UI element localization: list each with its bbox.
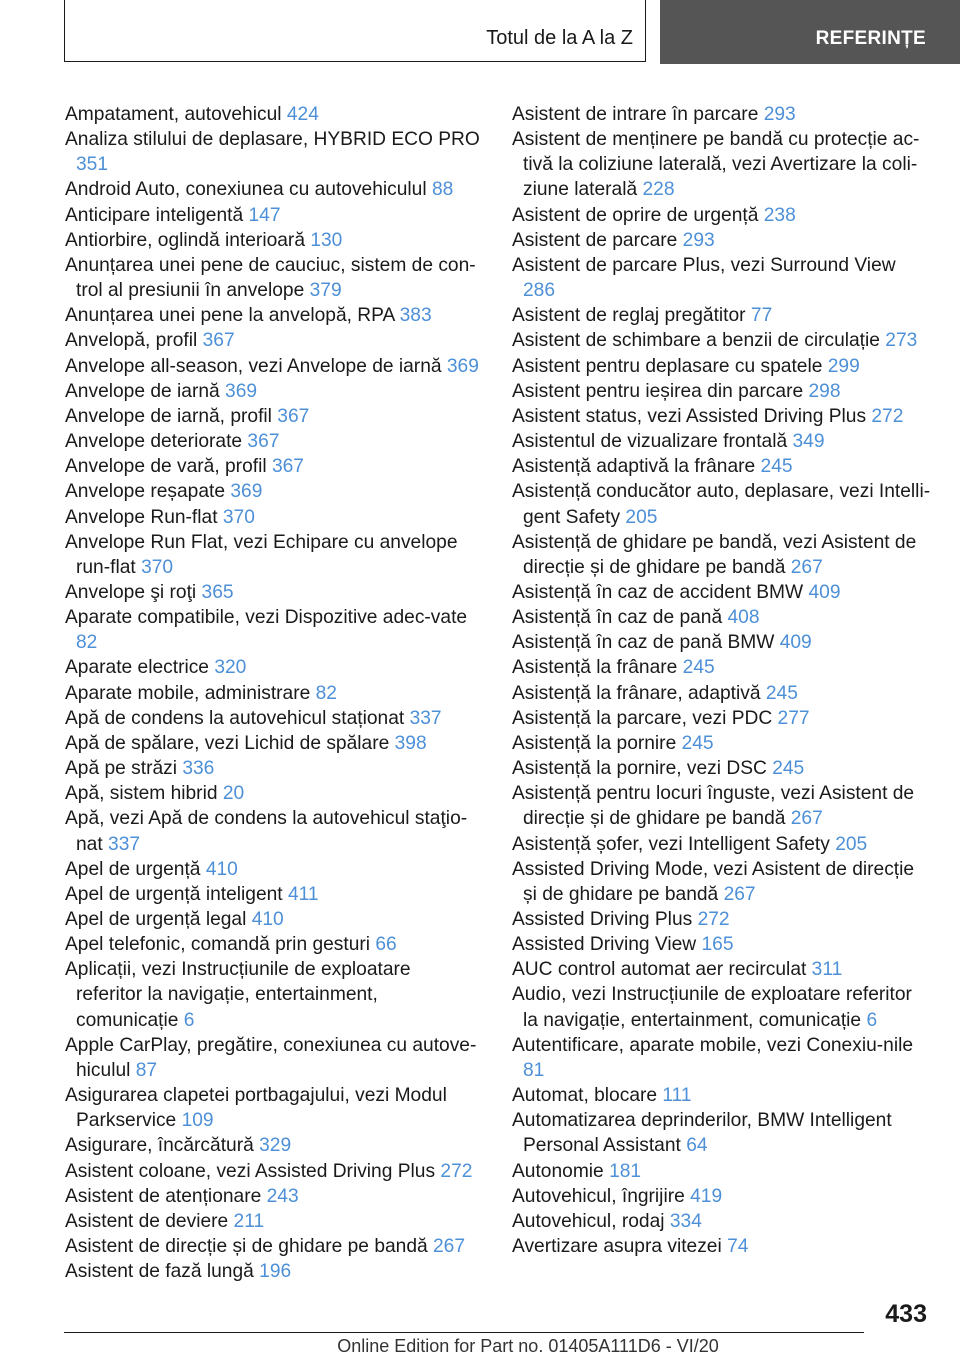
index-entry-text: Asistență în caz de pană	[512, 607, 723, 629]
index-entry	[65, 655, 480, 680]
index-entry-text: Autentificare, aparate mobile, vezi Conexiu‐nile	[512, 1034, 914, 1056]
index-entry	[512, 756, 932, 781]
index-page-link[interactable]: 369	[446, 355, 479, 377]
index-entry-text: Asistență de ghidare pe bandă, vezi Asistent de direcție și de ghidare pe bandă	[512, 531, 917, 578]
index-page-link[interactable]: 337	[108, 833, 141, 855]
index-entry-text: Aplicații, vezi Instrucțiunile de exploatare referitor la navigație, entertainment, comunicație	[65, 959, 411, 1031]
index-page-link[interactable]: 369	[225, 380, 258, 402]
index-page-link[interactable]: 77	[750, 305, 773, 327]
index-entry	[65, 706, 480, 731]
index-page-link[interactable]: 64	[686, 1135, 708, 1157]
index-entry-text: Ampatament, autovehicul	[65, 104, 282, 125]
index-entry-text: Antiorbire, oglindă interioară	[65, 229, 305, 251]
index-entry	[65, 1209, 480, 1234]
index-page-link[interactable]: 410	[251, 909, 284, 930]
index-entry-text: Aparate mobile, administrare	[65, 682, 311, 704]
index-page-link[interactable]: 245	[681, 732, 714, 754]
index-entry-text: Asistență pentru locuri înguste, vezi Asistent de direcție și de ghidare pe bandă	[512, 783, 915, 830]
index-page-link[interactable]: 87	[135, 1059, 158, 1081]
index-entry	[65, 907, 480, 932]
index-entry	[65, 1234, 480, 1259]
index-entry	[512, 781, 932, 831]
index-page-link[interactable]: 272	[440, 1160, 473, 1182]
index-entry-text: Assisted Driving Plus	[512, 909, 693, 930]
index-entry-text: Autovehicul, rodaj	[512, 1210, 665, 1232]
index-page-link[interactable]: 111	[662, 1085, 692, 1107]
index-page-link[interactable]: 329	[259, 1135, 292, 1157]
index-entry	[65, 857, 480, 882]
index-entry	[512, 731, 932, 756]
index-entry	[65, 731, 480, 756]
index-entry-text: Asistență la frânare	[512, 657, 678, 679]
index-entry-text: Asigurarea clapetei portbagajului, vezi Modul Parkservice	[65, 1085, 447, 1132]
index-entry-text: Anvelope de iarnă, profil	[65, 405, 272, 427]
index-entry	[512, 303, 932, 328]
index-entry	[65, 1133, 480, 1158]
index-page-link[interactable]: 367	[277, 405, 310, 427]
index-entry-text: Asistent de deviere	[65, 1210, 229, 1232]
index-entry	[512, 328, 932, 353]
index-entry	[65, 932, 480, 957]
index-page-link[interactable]: 409	[779, 632, 812, 654]
index-entry-text: Asistent de atenționare	[65, 1185, 262, 1207]
page-header	[64, 0, 960, 64]
index-entry	[512, 681, 932, 706]
footer-divider	[64, 1332, 864, 1333]
index-entry-text: Anvelope all-season, vezi Anvelope de iarnă	[65, 355, 442, 377]
index-entry-text: Automat, blocare	[512, 1085, 658, 1107]
index-page-link[interactable]: 424	[286, 104, 319, 125]
index-entry-text: Audio, vezi Instrucțiunile de exploatare referitor la navigație, entertainment, comunicație	[512, 984, 912, 1031]
index-entry	[512, 1159, 932, 1184]
index-entry-text: Asistent de reglaj pregătitor	[512, 305, 746, 327]
index-entry-text: Assisted Driving Mode, vezi Asistent de direcție și de ghidare pe bandă	[512, 858, 915, 905]
index-entry	[512, 630, 932, 655]
index-page-link[interactable]: 336	[182, 758, 215, 780]
index-page-link[interactable]: 277	[777, 707, 810, 729]
index-entry-text: Asistență la frânare, adaptivă	[512, 682, 761, 704]
index-page-link[interactable]: 267	[723, 883, 756, 905]
index-page-link[interactable]: 370	[222, 506, 255, 528]
index-page-link[interactable]: 238	[763, 204, 796, 226]
index-entry	[65, 530, 480, 580]
index-page-link[interactable]: 267	[433, 1236, 466, 1258]
index-entry	[65, 882, 480, 907]
index-entry	[512, 605, 932, 630]
index-page-link[interactable]: 370	[141, 556, 174, 578]
index-page-link[interactable]: 82	[315, 682, 337, 704]
index-page-link[interactable]: 66	[375, 934, 397, 956]
index-entry-text: Anunțarea unei pene la anvelopă, RPA	[65, 305, 395, 327]
chapter-tab	[660, 0, 960, 64]
index-page-link[interactable]: 398	[394, 732, 427, 754]
index-page-link[interactable]: 196	[259, 1261, 292, 1283]
index-page-link[interactable]: 408	[727, 607, 760, 629]
section-title: Totul de la A la Z	[486, 27, 633, 49]
index-entry-text: Autovehicul, îngrijire	[512, 1185, 685, 1207]
index-page-link[interactable]: 351	[76, 154, 109, 176]
index-page-link[interactable]: 267	[790, 556, 823, 578]
index-page-link[interactable]: 205	[835, 833, 868, 855]
index-entry-text: Asistentul de vizualizare frontală	[512, 431, 788, 453]
index-page-link[interactable]: 367	[247, 431, 280, 453]
index-page-link[interactable]: 337	[409, 707, 442, 729]
index-entry	[512, 228, 932, 253]
page-number: 433	[885, 1300, 927, 1328]
index-column-left	[65, 102, 480, 1284]
footer-edition-note: Online Edition for Part no. 01405A111D6 - VI/20	[337, 1336, 719, 1356]
index-entry	[65, 454, 480, 479]
index-entry-text: Anvelope şi roţi	[65, 581, 197, 603]
index-entry	[65, 806, 480, 856]
index-entry	[512, 102, 932, 127]
index-entry	[65, 681, 480, 706]
index-entry-text: Anvelope de vară, profil	[65, 456, 267, 478]
index-page-link[interactable]: 334	[669, 1210, 702, 1232]
index-entry-text: Avertizare asupra vitezei	[512, 1236, 722, 1258]
index-entry	[512, 253, 932, 303]
index-entry	[65, 1184, 480, 1209]
index-entry-text: Asistent de parcare	[512, 229, 678, 251]
index-entry	[512, 655, 932, 680]
index-entry-text: Anvelope reșapate	[65, 481, 226, 503]
index-page-link[interactable]: 369	[230, 481, 263, 503]
index-page-link[interactable]: 81	[523, 1059, 545, 1081]
index-entry-text: Apă pe străzi	[65, 758, 177, 780]
index-page-link[interactable]: 409	[808, 581, 841, 603]
index-entry	[512, 1209, 932, 1234]
index-entry-text: Asistent de fază lungă	[65, 1261, 254, 1283]
index-entry-text: Asistent de direcție și de ghidare pe bandă	[65, 1236, 428, 1258]
index-entry-text: Asistență în caz de accident BMW	[512, 581, 804, 603]
index-entry-text: Asistent pentru ieșirea din parcare	[512, 380, 804, 402]
index-page-link[interactable]: 379	[309, 280, 342, 302]
index-entry-text: Asigurare, încărcătură	[65, 1135, 254, 1157]
index-entry-text: Apel de urgență	[65, 858, 201, 880]
index-page-link[interactable]: 299	[827, 355, 860, 377]
index-entry	[65, 756, 480, 781]
index-page-link[interactable]: 130	[310, 229, 343, 251]
index-entry-text: Anvelope Run-flat	[65, 506, 218, 528]
index-entry	[512, 127, 932, 202]
index-entry-text: Anunțarea unei pene de cauciuc, sistem de con‐trol al presiunii în anvelope	[65, 254, 476, 302]
index-entry	[65, 203, 480, 228]
index-page-link[interactable]: 181	[609, 1160, 642, 1182]
index-entry-text: Assisted Driving View	[512, 934, 697, 956]
index-page-link[interactable]: 74	[727, 1236, 749, 1258]
index-entry	[65, 1083, 480, 1133]
index-entry	[512, 580, 932, 605]
index-page-link[interactable]: 311	[811, 959, 843, 981]
index-entry-text: Asistent status, vezi Assisted Driving Plus	[512, 405, 867, 427]
index-entry	[512, 1184, 932, 1209]
index-entry-text: Apă, sistem hibrid	[65, 783, 218, 805]
index-entry-text: Apă, vezi Apă de condens la autovehicul staţio‐nat	[65, 808, 468, 855]
index-page-link[interactable]: 272	[697, 909, 730, 930]
index-entry-text: Asistent coloane, vezi Assisted Driving Plus	[65, 1160, 436, 1182]
index-entry-text: Asistență la pornire	[512, 732, 677, 754]
index-page-link[interactable]: 88	[431, 179, 454, 201]
index-page-link[interactable]: 293	[763, 104, 796, 125]
index-entry	[65, 328, 480, 353]
index-page-link[interactable]: 411	[287, 883, 319, 905]
index-entry	[512, 1033, 932, 1083]
index-entry-text: Asistență la parcare, vezi PDC	[512, 707, 773, 729]
index-entry	[512, 857, 932, 907]
index-entry	[65, 957, 480, 1032]
index-entry-text: Apă de spălare, vezi Lichid de spălare	[65, 732, 390, 754]
index-entry-text: Anvelope Run Flat, vezi Echipare cu anvelope run-flat	[65, 531, 458, 578]
index-page-link[interactable]: 6	[866, 1009, 878, 1031]
index-entry	[65, 102, 480, 127]
index-page-link[interactable]: 205	[625, 506, 658, 528]
index-entry-text: Apel de urgență legal	[65, 909, 247, 930]
index-entry-text: Asistent de schimbare a benzii de circulație	[512, 330, 880, 352]
index-entry	[65, 177, 480, 202]
index-entry	[512, 479, 932, 529]
index-page-link[interactable]: 273	[885, 330, 918, 352]
index-entry	[512, 832, 932, 857]
index-entry	[65, 580, 480, 605]
index-entry	[65, 404, 480, 429]
index-entry	[65, 1259, 480, 1284]
index-entry	[512, 429, 932, 454]
index-entry-text: Asistență adaptivă la frânare	[512, 456, 756, 478]
index-entry	[512, 203, 932, 228]
index-entry	[512, 404, 932, 429]
index-entry-text: Asistent de menținere pe bandă cu protecție ac‐tivă la coliziune laterală, vezi Avertizare la coli‐ziune laterală	[512, 129, 920, 201]
index-page-link[interactable]: 165	[701, 934, 734, 956]
index-entry	[512, 379, 932, 404]
index-entry-text: AUC control automat aer recirculat	[512, 959, 807, 981]
index-entry	[65, 303, 480, 328]
index-entry	[512, 354, 932, 379]
index-entry	[512, 454, 932, 479]
index-page-link[interactable]: 367	[202, 330, 235, 352]
index-entry	[65, 1033, 480, 1083]
index-entry-text: Anvelope de iarnă	[65, 380, 220, 402]
index-entry	[512, 1108, 932, 1158]
index-page-link[interactable]: 410	[205, 858, 238, 880]
index-entry	[65, 354, 480, 379]
index-entry-text: Asistență șofer, vezi Intelligent Safety	[512, 833, 830, 855]
index-page-link[interactable]: 147	[248, 204, 281, 226]
index-entry	[65, 228, 480, 253]
index-entry-text: Android Auto, conexiunea cu autovehiculul	[65, 179, 427, 201]
index-page-link[interactable]: 320	[214, 657, 247, 679]
index-entry	[512, 530, 932, 580]
index-page-link[interactable]: 286	[523, 280, 556, 302]
index-page-link[interactable]: 272	[871, 405, 904, 427]
index-entry-text: Asistent de parcare Plus, vezi Surround View	[512, 254, 896, 276]
index-entry-text: Aparate compatibile, vezi Dispozitive adec‐vate	[65, 607, 468, 629]
index-entry-text: Asistență la pornire, vezi DSC	[512, 758, 767, 780]
index-page-link[interactable]: 6	[183, 1009, 195, 1031]
index-page-link[interactable]: 82	[76, 632, 98, 654]
index-page-link[interactable]: 367	[271, 456, 304, 478]
index-entry	[65, 429, 480, 454]
index-entry	[65, 505, 480, 530]
index-entry	[65, 253, 480, 303]
index-entry-text: Apel de urgență inteligent	[65, 883, 283, 905]
index-page-link[interactable]: 245	[772, 758, 805, 780]
index-entry-text: Asistență conducător auto, deplasare, vezi Intelli‐gent Safety	[512, 481, 931, 528]
index-page-link[interactable]: 298	[808, 380, 841, 402]
chapter-title: REFERINȚE	[815, 28, 926, 49]
index-entry-text: Asistent de oprire de urgență	[512, 204, 759, 226]
index-entry	[65, 379, 480, 404]
index-entry-text: Autonomie	[512, 1160, 604, 1182]
index-page-link[interactable]: 211	[233, 1210, 265, 1232]
index-entry	[65, 127, 480, 177]
index-entry-text: Anvelopă, profil	[65, 330, 198, 352]
index-page-link[interactable]: 245	[765, 682, 798, 704]
section-tab	[64, 0, 646, 62]
index-entry-text: Anticipare inteligentă	[65, 204, 244, 226]
index-entry-text: Asistență în caz de pană BMW	[512, 632, 775, 654]
index-entry	[512, 907, 932, 932]
index-page-link[interactable]: 365	[201, 581, 234, 603]
index-entry	[512, 1234, 932, 1259]
index-page-link[interactable]: 383	[399, 305, 432, 327]
index-page-link[interactable]: 245	[682, 657, 715, 679]
index-entry-text: Apă de condens la autovehicul staționat	[65, 707, 405, 729]
index-page-link[interactable]: 228	[642, 179, 675, 201]
index-page-link[interactable]: 109	[181, 1110, 214, 1132]
index-entry-text: Automatizarea deprinderilor, BMW Intelligent Personal Assistant	[512, 1110, 892, 1157]
index-entry	[512, 706, 932, 731]
index-entry-text: Anvelope deteriorate	[65, 431, 243, 453]
index-page-link[interactable]: 267	[790, 808, 823, 830]
index-entry-text: Apel telefonic, comandă prin gesturi	[65, 934, 371, 956]
index-page-link[interactable]: 245	[760, 456, 793, 478]
index-entry	[512, 957, 932, 982]
index-page-link[interactable]: 293	[682, 229, 715, 251]
index-entry	[65, 479, 480, 504]
index-page-link[interactable]: 20	[222, 783, 245, 805]
index-entry	[512, 932, 932, 957]
index-entry	[65, 781, 480, 806]
index-entry	[65, 1159, 480, 1184]
index-entry	[65, 605, 480, 655]
index-entry-text: Apple CarPlay, pregătire, conexiunea cu autove‐hiculul	[65, 1034, 477, 1081]
index-entry-text: Aparate electrice	[65, 657, 209, 679]
index-entry	[512, 982, 932, 1032]
index-column-right	[512, 102, 932, 1259]
index-entry-text: Analiza stilului de deplasare, HYBRID ECO PRO	[65, 129, 480, 151]
index-page-link[interactable]: 243	[266, 1185, 299, 1207]
index-page-link[interactable]: 349	[792, 431, 825, 453]
index-page-link[interactable]: 419	[690, 1185, 723, 1207]
index-entry	[512, 1083, 932, 1108]
index-entry-text: Asistent de intrare în parcare	[512, 104, 759, 125]
index-entry-text: Asistent pentru deplasare cu spatele	[512, 355, 823, 377]
